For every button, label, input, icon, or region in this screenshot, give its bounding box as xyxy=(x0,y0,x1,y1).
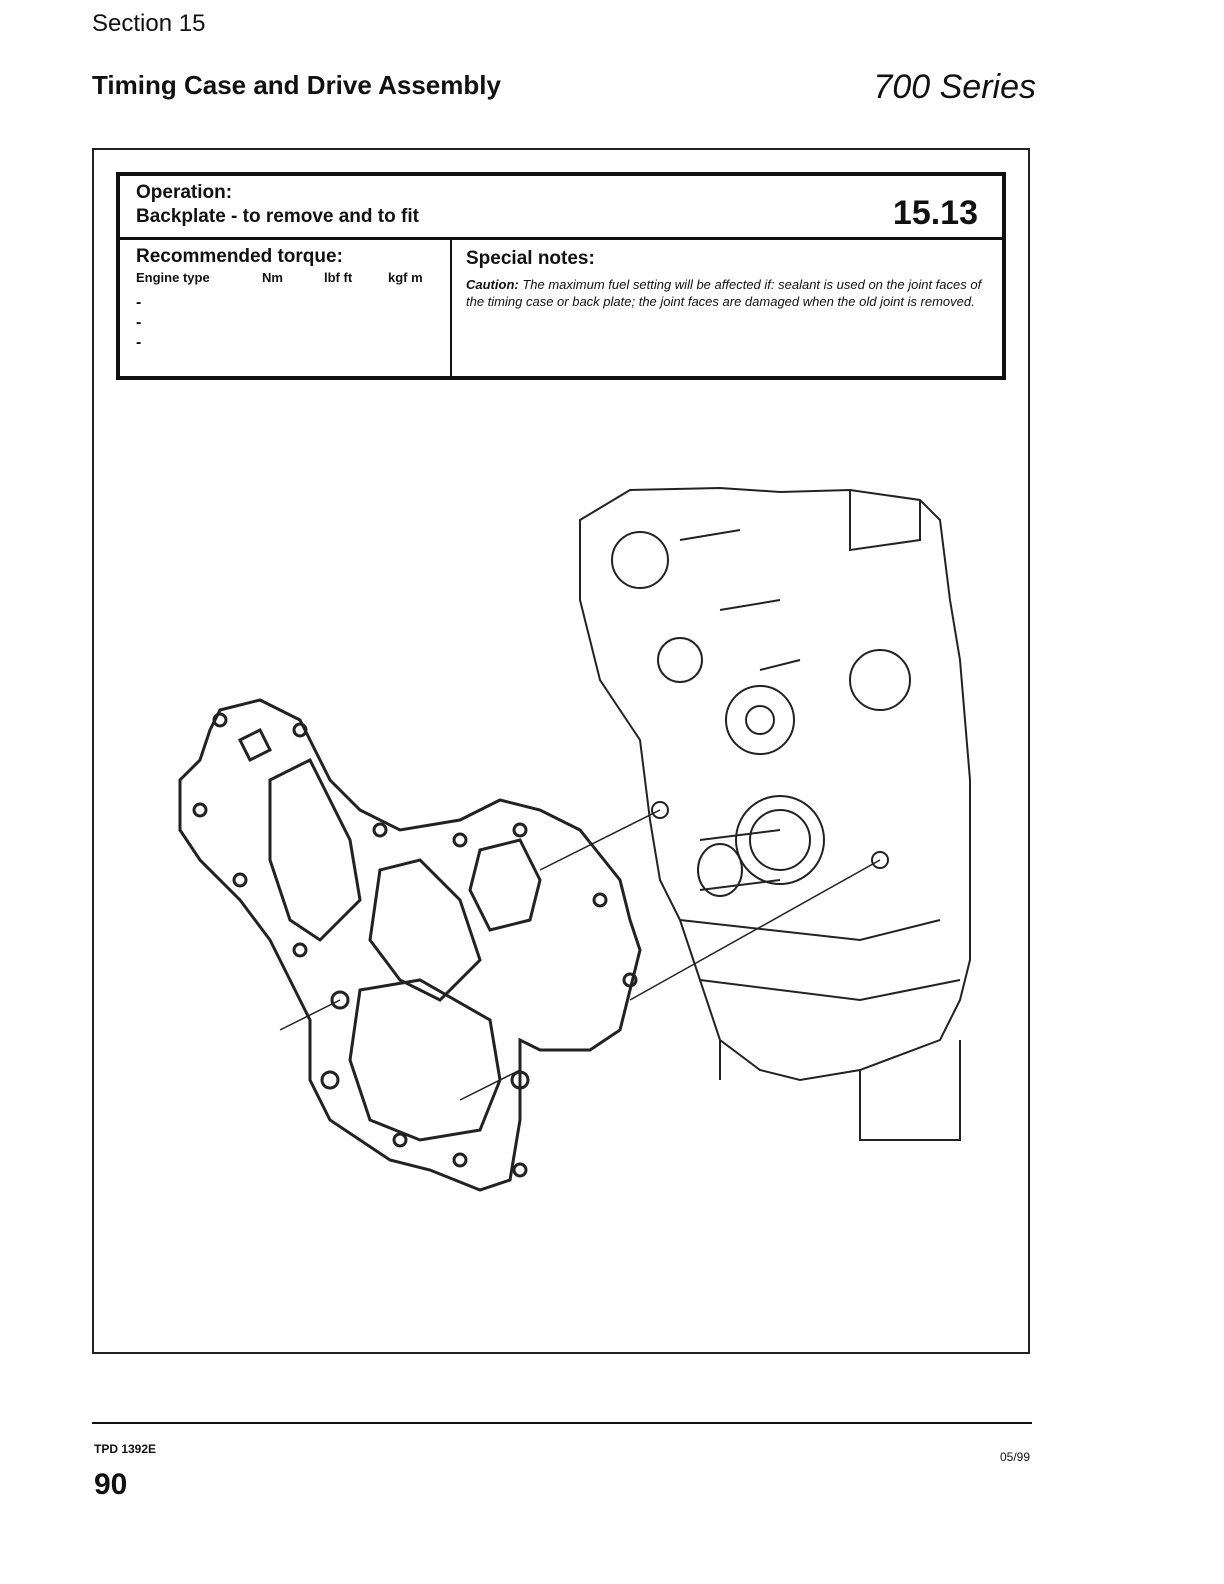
operation-description: Backplate - to remove and to fit xyxy=(136,206,419,227)
special-notes-title: Special notes: xyxy=(466,248,595,269)
caution-note xyxy=(466,276,986,310)
engine-block-drawing xyxy=(580,488,970,1140)
operation-number: 15.13 xyxy=(892,194,978,232)
torque-col-lbf-ft: lbf ft xyxy=(324,270,353,285)
torque-row: - xyxy=(136,294,142,311)
operation-row xyxy=(120,176,1002,240)
torque-row: - xyxy=(136,314,142,331)
operation-box xyxy=(116,172,1006,380)
backplate-drawing xyxy=(180,700,640,1190)
caution-label: Caution: xyxy=(466,277,519,292)
torque-col-engine-type: Engine type xyxy=(136,270,210,285)
footer-rule xyxy=(92,1422,1032,1424)
alignment-lines xyxy=(280,810,880,1100)
special-notes-panel xyxy=(452,240,1002,380)
series-label: 700 Series xyxy=(873,68,1036,106)
torque-panel xyxy=(120,240,452,380)
document-title: Timing Case and Drive Assembly xyxy=(92,70,501,100)
footer-document-code: TPD 1392E xyxy=(94,1442,157,1456)
torque-col-kgf-m: kgf m xyxy=(388,270,423,285)
torque-title: Recommended torque: xyxy=(136,246,343,267)
torque-col-nm: Nm xyxy=(262,270,283,285)
footer-date: 05/99 xyxy=(999,1450,1030,1464)
torque-row: - xyxy=(136,334,142,351)
backplate-exploded-illustration xyxy=(160,480,980,1200)
page-number: 90 xyxy=(94,1468,128,1501)
section-title: Section 15 xyxy=(92,10,206,37)
caution-text: The maximum fuel setting will be affected if: sealant is used on the joint faces of the timing case or back plate; the joint faces are damaged when the old joint is removed. xyxy=(466,277,982,309)
operation-label: Operation: xyxy=(136,182,233,203)
